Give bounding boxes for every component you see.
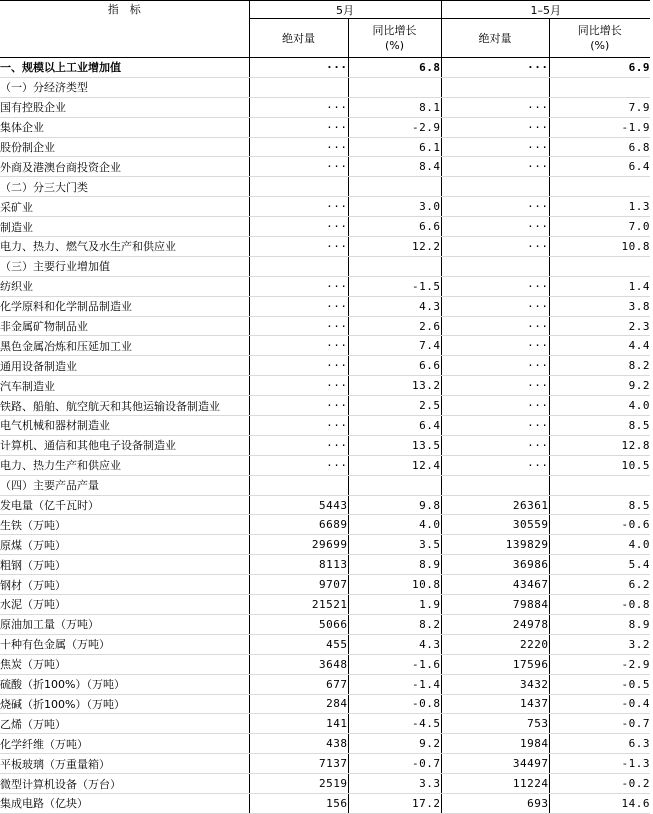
table-row — [0, 634, 650, 654]
row-ytd-absolute: ··· — [441, 435, 549, 455]
row-ytd-growth: 6.4 — [549, 157, 650, 177]
row-may-growth: 2.6 — [348, 316, 441, 336]
row-ytd-growth: -0.2 — [549, 774, 650, 794]
table-row — [0, 754, 650, 774]
row-ytd-absolute: ··· — [441, 97, 549, 117]
row-ytd-absolute: ··· — [441, 455, 549, 475]
row-may-growth — [348, 475, 441, 495]
jan-may-group-header: 1–5月 — [441, 1, 650, 19]
row-ytd-absolute: 753 — [441, 714, 549, 734]
table-row — [0, 654, 650, 674]
row-indicator-name: 外商及港澳台商投资企业 — [0, 157, 249, 177]
row-may-absolute: 5443 — [249, 495, 348, 515]
row-indicator-name: 制造业 — [0, 217, 249, 237]
row-ytd-growth: 4.0 — [549, 396, 650, 416]
row-may-growth: 10.8 — [348, 575, 441, 595]
row-may-absolute: ··· — [249, 58, 348, 78]
table-row — [0, 77, 650, 97]
row-may-growth: 6.4 — [348, 416, 441, 436]
may-growth-header-line2: (%) — [384, 39, 405, 52]
row-ytd-absolute: ··· — [441, 237, 549, 257]
row-ytd-absolute — [441, 256, 549, 276]
table-row — [0, 793, 650, 813]
row-may-growth: 4.0 — [348, 515, 441, 535]
table-row — [0, 157, 650, 177]
row-indicator-name: 国有控股企业 — [0, 97, 249, 117]
row-ytd-growth: -1.9 — [549, 117, 650, 137]
row-ytd-growth: 8.9 — [549, 614, 650, 634]
row-may-growth: 12.2 — [348, 237, 441, 257]
row-may-growth: 8.9 — [348, 555, 441, 575]
row-ytd-absolute: ··· — [441, 276, 549, 296]
table-row — [0, 734, 650, 754]
row-may-absolute: ··· — [249, 197, 348, 217]
row-indicator-name: 硫酸（折100%）（万吨） — [0, 674, 249, 694]
row-may-absolute — [249, 256, 348, 276]
row-indicator-name: 电力、热力生产和供应业 — [0, 455, 249, 475]
row-indicator-name: （三）主要行业增加值 — [0, 256, 249, 276]
table-row — [0, 237, 650, 257]
row-ytd-growth: 6.2 — [549, 575, 650, 595]
row-ytd-absolute: ··· — [441, 316, 549, 336]
row-indicator-name: （一）分经济类型 — [0, 77, 249, 97]
row-may-growth: 6.8 — [348, 58, 441, 78]
may-group-header: 5月 — [249, 1, 441, 19]
row-ytd-absolute: ··· — [441, 356, 549, 376]
table-row — [0, 276, 650, 296]
row-may-growth: 13.2 — [348, 376, 441, 396]
table-row — [0, 515, 650, 535]
row-ytd-growth: -0.7 — [549, 714, 650, 734]
row-ytd-absolute: 693 — [441, 793, 549, 813]
row-ytd-growth: -0.6 — [549, 515, 650, 535]
table-row — [0, 714, 650, 734]
table-row — [0, 495, 650, 515]
row-indicator-name: 原油加工量（万吨） — [0, 614, 249, 634]
row-may-growth: -4.5 — [348, 714, 441, 734]
row-indicator-name: 纺织业 — [0, 276, 249, 296]
row-may-growth: -1.5 — [348, 276, 441, 296]
may-growth-header-line1: 同比增长 — [372, 24, 417, 37]
table-row — [0, 296, 650, 316]
row-may-absolute: ··· — [249, 455, 348, 475]
row-may-absolute: ··· — [249, 217, 348, 237]
row-indicator-name: 烧碱（折100%）（万吨） — [0, 694, 249, 714]
row-ytd-growth: 2.3 — [549, 316, 650, 336]
row-may-absolute: 5066 — [249, 614, 348, 634]
row-ytd-absolute: ··· — [441, 197, 549, 217]
table-row — [0, 177, 650, 197]
row-may-growth: 6.6 — [348, 217, 441, 237]
row-ytd-absolute: 43467 — [441, 575, 549, 595]
row-ytd-absolute: ··· — [441, 396, 549, 416]
row-ytd-growth: -2.9 — [549, 654, 650, 674]
row-may-growth: 6.6 — [348, 356, 441, 376]
row-may-absolute: ··· — [249, 336, 348, 356]
row-ytd-growth: -0.5 — [549, 674, 650, 694]
row-indicator-name: 化学纤维（万吨） — [0, 734, 249, 754]
row-ytd-growth: 4.4 — [549, 336, 650, 356]
row-may-absolute: ··· — [249, 396, 348, 416]
row-may-growth: 6.1 — [348, 137, 441, 157]
row-may-absolute — [249, 475, 348, 495]
row-may-growth: 3.0 — [348, 197, 441, 217]
row-ytd-absolute: 24978 — [441, 614, 549, 634]
row-ytd-growth — [549, 256, 650, 276]
table-row — [0, 575, 650, 595]
row-indicator-name: 集成电路（亿块） — [0, 793, 249, 813]
row-ytd-growth: 4.0 — [549, 535, 650, 555]
row-indicator-name: 焦炭（万吨） — [0, 654, 249, 674]
row-may-absolute: 156 — [249, 793, 348, 813]
row-indicator-name: 电力、热力、燃气及水生产和供应业 — [0, 237, 249, 257]
table-row — [0, 475, 650, 495]
row-may-absolute: ··· — [249, 435, 348, 455]
row-may-absolute: 7137 — [249, 754, 348, 774]
row-ytd-absolute — [441, 475, 549, 495]
row-may-growth: 8.1 — [348, 97, 441, 117]
row-may-absolute: ··· — [249, 137, 348, 157]
row-ytd-absolute: ··· — [441, 217, 549, 237]
row-may-growth: -0.8 — [348, 694, 441, 714]
row-indicator-name: 一、规模以上工业增加值 — [0, 58, 249, 78]
table-row — [0, 694, 650, 714]
row-ytd-absolute: ··· — [441, 296, 549, 316]
row-may-growth: -0.7 — [348, 754, 441, 774]
table-row — [0, 416, 650, 436]
row-may-absolute: 2519 — [249, 774, 348, 794]
row-may-growth: -2.9 — [348, 117, 441, 137]
table-row — [0, 396, 650, 416]
row-ytd-absolute: 2220 — [441, 634, 549, 654]
row-ytd-absolute: ··· — [441, 336, 549, 356]
row-may-absolute: ··· — [249, 416, 348, 436]
row-may-absolute: 9707 — [249, 575, 348, 595]
row-ytd-absolute: ··· — [441, 376, 549, 396]
row-ytd-growth: 7.0 — [549, 217, 650, 237]
row-ytd-absolute: 79884 — [441, 595, 549, 615]
row-ytd-growth — [549, 475, 650, 495]
row-may-absolute: 21521 — [249, 595, 348, 615]
row-may-absolute: ··· — [249, 157, 348, 177]
table-row — [0, 58, 650, 78]
row-ytd-growth: 6.9 — [549, 58, 650, 78]
row-ytd-growth: 3.2 — [549, 634, 650, 654]
table-row — [0, 316, 650, 336]
row-may-absolute: 455 — [249, 634, 348, 654]
row-ytd-absolute: ··· — [441, 416, 549, 436]
row-ytd-absolute: 1437 — [441, 694, 549, 714]
row-may-absolute: 677 — [249, 674, 348, 694]
may-growth-header — [348, 19, 441, 58]
row-indicator-name: 电气机械和器材制造业 — [0, 416, 249, 436]
table-row — [0, 336, 650, 356]
row-may-growth: 1.9 — [348, 595, 441, 615]
indicator-column-header: 指 标 — [0, 1, 249, 58]
row-may-absolute: ··· — [249, 97, 348, 117]
row-indicator-name: 钢材（万吨） — [0, 575, 249, 595]
row-ytd-growth: 12.8 — [549, 435, 650, 455]
row-ytd-absolute: ··· — [441, 157, 549, 177]
table-row — [0, 197, 650, 217]
row-may-absolute: ··· — [249, 237, 348, 257]
table-row — [0, 376, 650, 396]
table-row — [0, 555, 650, 575]
row-may-growth: 9.8 — [348, 495, 441, 515]
row-indicator-name: 汽车制造业 — [0, 376, 249, 396]
row-ytd-absolute: 34497 — [441, 754, 549, 774]
row-may-absolute: 29699 — [249, 535, 348, 555]
row-ytd-growth: 10.5 — [549, 455, 650, 475]
table-row — [0, 674, 650, 694]
row-ytd-absolute: 36986 — [441, 555, 549, 575]
row-may-absolute: ··· — [249, 316, 348, 336]
row-indicator-name: 通用设备制造业 — [0, 356, 249, 376]
row-ytd-absolute: 139829 — [441, 535, 549, 555]
row-may-growth — [348, 177, 441, 197]
row-ytd-absolute: 11224 — [441, 774, 549, 794]
row-ytd-absolute — [441, 77, 549, 97]
row-ytd-growth: 10.8 — [549, 237, 650, 257]
ytd-absolute-header: 绝对量 — [441, 19, 549, 58]
table-row — [0, 774, 650, 794]
row-ytd-absolute: ··· — [441, 137, 549, 157]
row-may-growth: 3.5 — [348, 535, 441, 555]
row-ytd-growth: -1.3 — [549, 754, 650, 774]
row-indicator-name: （二）分三大门类 — [0, 177, 249, 197]
row-indicator-name: 平板玻璃（万重量箱） — [0, 754, 249, 774]
row-ytd-absolute: ··· — [441, 117, 549, 137]
row-may-absolute: 141 — [249, 714, 348, 734]
row-ytd-absolute: 17596 — [441, 654, 549, 674]
row-may-absolute — [249, 77, 348, 97]
row-ytd-absolute: 26361 — [441, 495, 549, 515]
row-may-absolute: ··· — [249, 296, 348, 316]
row-indicator-name: 铁路、船舶、航空航天和其他运输设备制造业 — [0, 396, 249, 416]
row-ytd-growth: 3.8 — [549, 296, 650, 316]
row-may-growth: 4.3 — [348, 296, 441, 316]
row-may-absolute: 438 — [249, 734, 348, 754]
table-row — [0, 256, 650, 276]
row-may-growth: 8.2 — [348, 614, 441, 634]
row-may-growth: 17.2 — [348, 793, 441, 813]
row-may-growth — [348, 256, 441, 276]
row-may-absolute: ··· — [249, 276, 348, 296]
table-row — [0, 595, 650, 615]
row-ytd-absolute: ··· — [441, 58, 549, 78]
row-indicator-name: 原煤（万吨） — [0, 535, 249, 555]
ytd-growth-header-line2: (%) — [590, 39, 610, 52]
row-indicator-name: （四）主要产品产量 — [0, 475, 249, 495]
row-ytd-growth: 9.2 — [549, 376, 650, 396]
row-indicator-name: 水泥（万吨） — [0, 595, 249, 615]
row-indicator-name: 乙烯（万吨） — [0, 714, 249, 734]
row-ytd-growth: 1.3 — [549, 197, 650, 217]
table-row — [0, 435, 650, 455]
row-ytd-absolute: 30559 — [441, 515, 549, 535]
row-ytd-growth: 8.2 — [549, 356, 650, 376]
row-may-growth: 8.4 — [348, 157, 441, 177]
row-ytd-growth: 7.9 — [549, 97, 650, 117]
row-indicator-name: 生铁（万吨） — [0, 515, 249, 535]
row-may-growth: 9.2 — [348, 734, 441, 754]
row-indicator-name: 粗钢（万吨） — [0, 555, 249, 575]
row-may-absolute: 6689 — [249, 515, 348, 535]
row-may-growth: -1.6 — [348, 654, 441, 674]
ytd-growth-header-line1: 同比增长 — [577, 24, 622, 37]
row-may-absolute — [249, 177, 348, 197]
may-absolute-header: 绝对量 — [249, 19, 348, 58]
row-ytd-growth: 8.5 — [549, 416, 650, 436]
table-row — [0, 217, 650, 237]
ytd-growth-header — [549, 19, 650, 58]
table-row — [0, 535, 650, 555]
row-indicator-name: 微型计算机设备（万台） — [0, 774, 249, 794]
row-ytd-absolute: 3432 — [441, 674, 549, 694]
row-ytd-growth — [549, 177, 650, 197]
row-ytd-growth: 8.5 — [549, 495, 650, 515]
row-ytd-absolute: 1984 — [441, 734, 549, 754]
row-ytd-growth: -0.8 — [549, 595, 650, 615]
row-indicator-name: 集体企业 — [0, 117, 249, 137]
table-row — [0, 117, 650, 137]
table-row — [0, 97, 650, 117]
row-ytd-growth: 1.4 — [549, 276, 650, 296]
table-row — [0, 137, 650, 157]
row-may-absolute: 284 — [249, 694, 348, 714]
row-ytd-growth: -0.4 — [549, 694, 650, 714]
row-may-growth: 12.4 — [348, 455, 441, 475]
row-may-absolute: ··· — [249, 376, 348, 396]
row-ytd-growth: 6.3 — [549, 734, 650, 754]
row-may-growth — [348, 77, 441, 97]
row-indicator-name: 发电量（亿千瓦时） — [0, 495, 249, 515]
row-may-growth: 4.3 — [348, 634, 441, 654]
row-ytd-growth: 5.4 — [549, 555, 650, 575]
row-indicator-name: 采矿业 — [0, 197, 249, 217]
row-may-growth: -1.4 — [348, 674, 441, 694]
row-indicator-name: 股份制企业 — [0, 137, 249, 157]
table-row — [0, 614, 650, 634]
row-may-growth: 2.5 — [348, 396, 441, 416]
row-may-growth: 3.3 — [348, 774, 441, 794]
row-indicator-name: 非金属矿物制品业 — [0, 316, 249, 336]
row-indicator-name: 化学原料和化学制品制造业 — [0, 296, 249, 316]
row-indicator-name: 计算机、通信和其他电子设备制造业 — [0, 435, 249, 455]
row-indicator-name: 十种有色金属（万吨） — [0, 634, 249, 654]
row-indicator-name: 黑色金属冶炼和压延加工业 — [0, 336, 249, 356]
table-row — [0, 356, 650, 376]
row-may-absolute: 3648 — [249, 654, 348, 674]
table-row — [0, 455, 650, 475]
row-ytd-absolute — [441, 177, 549, 197]
row-ytd-growth: 14.6 — [549, 793, 650, 813]
row-ytd-growth — [549, 77, 650, 97]
row-may-growth: 13.5 — [348, 435, 441, 455]
row-may-absolute: ··· — [249, 117, 348, 137]
row-ytd-growth: 6.8 — [549, 137, 650, 157]
table-body — [0, 58, 650, 814]
row-may-absolute: ··· — [249, 356, 348, 376]
row-may-absolute: 8113 — [249, 555, 348, 575]
row-may-growth: 7.4 — [348, 336, 441, 356]
